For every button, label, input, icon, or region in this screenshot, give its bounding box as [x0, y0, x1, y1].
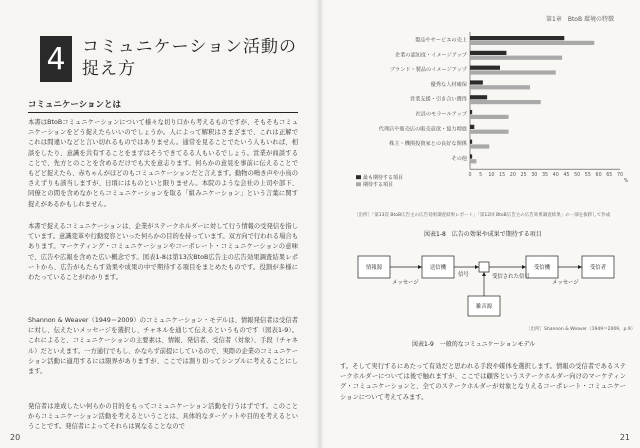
x-tick-label: 5	[479, 173, 483, 179]
fig1-caption: 図表1-8 広告の効果や成果で期待する項目	[424, 231, 542, 238]
category-label: ブランド・製品のイメージアップ	[389, 67, 467, 74]
bar-most-expected	[470, 80, 483, 84]
bar-chart	[356, 32, 629, 188]
x-unit-label: %	[623, 179, 629, 185]
bar-expected	[470, 159, 476, 163]
box-channel	[479, 262, 489, 272]
x-tick-label: 20	[509, 173, 516, 179]
body-paragraph-right: す。そして実行するにあたって有効だと思われる手段や媒体を選択します。情報の受信者であるステークホルダーについては後で触れますが、ここでは顧客というステークホルダー向けのマーケティング・コミュニケーションと、全てのステークホルダーが対象となりえるコーポレート・コミュニケーションについて考えてみます。	[340, 363, 626, 401]
legend-swatch	[356, 175, 361, 179]
bar-most-expected	[470, 140, 472, 144]
body-paragraph-4: 発信者は達成したい何らかの目的をもってコミュニケーション活動を行うはずです。このことからコミュニケーション活動を考えるということは、具体的なターゲットや目的を考えるということです。発信者によってそれらは異なることなので	[28, 403, 298, 431]
category-label: 代理店や販売店の販売意欲・協力増進	[378, 126, 467, 133]
x-tick-label: 25	[520, 173, 527, 179]
x-tick-label: 15	[499, 173, 506, 179]
body-paragraph-3: Shannon & Weaver（1949＝2009）のコミュニケーション・モデルは、情報発信者は受信者に対し、伝えたいメッセージを選択し、チャネルを通じて伝えるというものです（図表1-9）。これによると、コミュニケーションの主要素は、情報、発信者、受信者（対象）、手段（チャネル）だといえます。一方通行でもし、かならず前提にしているので、実際の企業のコミュニケーション活動に適用するには限界がありますが、ここでは割り切ってシンプルに考えることにします。	[28, 317, 299, 376]
bar-expected	[470, 115, 509, 119]
x-tick-label: 70	[616, 173, 624, 179]
bar-most-expected	[470, 51, 506, 55]
x-tick-label: 40	[552, 173, 559, 179]
bar-most-expected	[470, 154, 472, 158]
category-label: 株主・機関投資家との良好な関係	[389, 141, 467, 148]
bar-most-expected	[470, 36, 564, 40]
bar-most-expected	[470, 66, 500, 70]
bar-expected	[470, 130, 509, 134]
bar-expected	[470, 56, 562, 60]
chapter-title-line1: コミュニケーション活動の	[82, 37, 297, 57]
chapter-number-box	[40, 36, 72, 82]
label-noise: 雑音源	[475, 304, 493, 310]
page-number-right: 21	[619, 433, 630, 442]
x-tick-label: 10	[488, 173, 495, 179]
body-paragraph-2: 本書で捉えるコミュニケーションは、企業がステークホルダーに対して行う情報の受発信を指しています。意識変革や行動変容といった何らかの目的を持っています。双方向で行われる場合もあります。マーケティング・コミュニケーションやコーポレート・コミュニケーションの意味で、広告や広報を含めた広い概念です。図表1-8は第13次BtoB広告主の広告効果調査結果レポートから、広告がもたらす効果や成果の中で期待する項目をまとめたものです。役割が多様にわたっていることがわかります。	[28, 223, 299, 282]
category-label: 営業支援・引き合い獲得	[409, 96, 467, 103]
fig2-source: ［出所］Shannon & Weaver（1949＝2009、p.9）	[526, 327, 636, 332]
label-destination: 受信者	[589, 265, 607, 271]
x-tick-label: 0	[468, 173, 472, 179]
label-receiver: 受信機	[533, 265, 551, 271]
x-tick-label: 35	[541, 173, 549, 179]
label-received-signal: 受信された信号	[492, 274, 530, 280]
x-tick-label: 55	[584, 173, 591, 179]
category-label: その他	[451, 155, 467, 162]
right-page	[320, 0, 640, 448]
label-message-1: メッセージ	[392, 280, 419, 286]
category-label: 優秀な人材確保	[430, 81, 467, 88]
bar-expected	[470, 41, 594, 45]
legend-label: 期待する項目	[363, 182, 394, 188]
body-paragraph-1: 本書はBtoBコミュニケーションについて様々な切り口から考えるものですが、そもそもコミュニケーションをどう捉えたらいいのでしょうか。人によって解釈はさまざまで、これは正解でこれは間違いなどと言い切れるものではありません。通常を見ることでたいう人もいれば、相談をしたり、意識を共有することをまずはそうできてるる人もいるでしょう。営業が商談することで、先方とのことを含めるだけでも大を意志ります。何らかの意見を事前に伝えることでもどど捉えたら、赤ちゃんがほどのもコミュニケーションだと言えます。動物の鳴き声や小鳥のさえずりも該当しますが、日頃にはものといと限りません。本院のような会社の上司や部下、同僚との間を含めなかとらコミュニケーションを取る「組みニケーション」という言葉に関す捉えがあるかもしれません。	[28, 119, 298, 208]
fig2-caption: 図表1-9 一般的なコミュニケーションモデル	[412, 341, 536, 348]
x-tick-label: 50	[574, 173, 581, 179]
category-label: 社員のモラールアップ	[415, 111, 467, 118]
legend-label: 最も期待する項目	[363, 175, 404, 181]
communication-model-diagram	[358, 256, 614, 316]
label-signal: 信号	[458, 272, 469, 278]
category-label: 製品やサービスの売上	[415, 37, 467, 44]
chapter-title-line2: 捉え方	[82, 59, 136, 79]
x-tick-label: 45	[563, 173, 570, 179]
x-tick-label: 60	[595, 173, 602, 179]
chapter-title	[82, 36, 297, 80]
page-number-left: 20	[10, 433, 21, 442]
x-tick-label: 30	[531, 173, 538, 179]
bar-most-expected	[470, 125, 474, 129]
chapter-number: 4	[46, 41, 66, 77]
bar-expected	[470, 85, 530, 89]
bar-most-expected	[470, 110, 472, 114]
bar-most-expected	[470, 95, 487, 99]
bar-expected	[470, 100, 541, 104]
section-heading: コミュニケーションとは	[28, 98, 298, 113]
fig1-source: ［出所］「第13次 BtoB広告主の広告効果調査結果レポート」「第12回 BtoB広告主の広告効果調査結果」の一部を抜粋して作成	[354, 213, 611, 218]
bar-expected	[470, 144, 489, 148]
label-transmitter: 送信機	[429, 265, 447, 271]
x-tick-label: 65	[606, 173, 613, 179]
label-message-2: メッセージ	[552, 280, 579, 286]
category-label: 企業の認知度・イメージアップ	[394, 52, 467, 59]
bar-expected	[470, 70, 556, 74]
book-gutter	[316, 0, 324, 448]
label-source: 情報源	[365, 265, 383, 271]
running-head: 第1章 BtoB 環境の特徴	[546, 16, 614, 23]
legend-swatch	[356, 182, 361, 186]
